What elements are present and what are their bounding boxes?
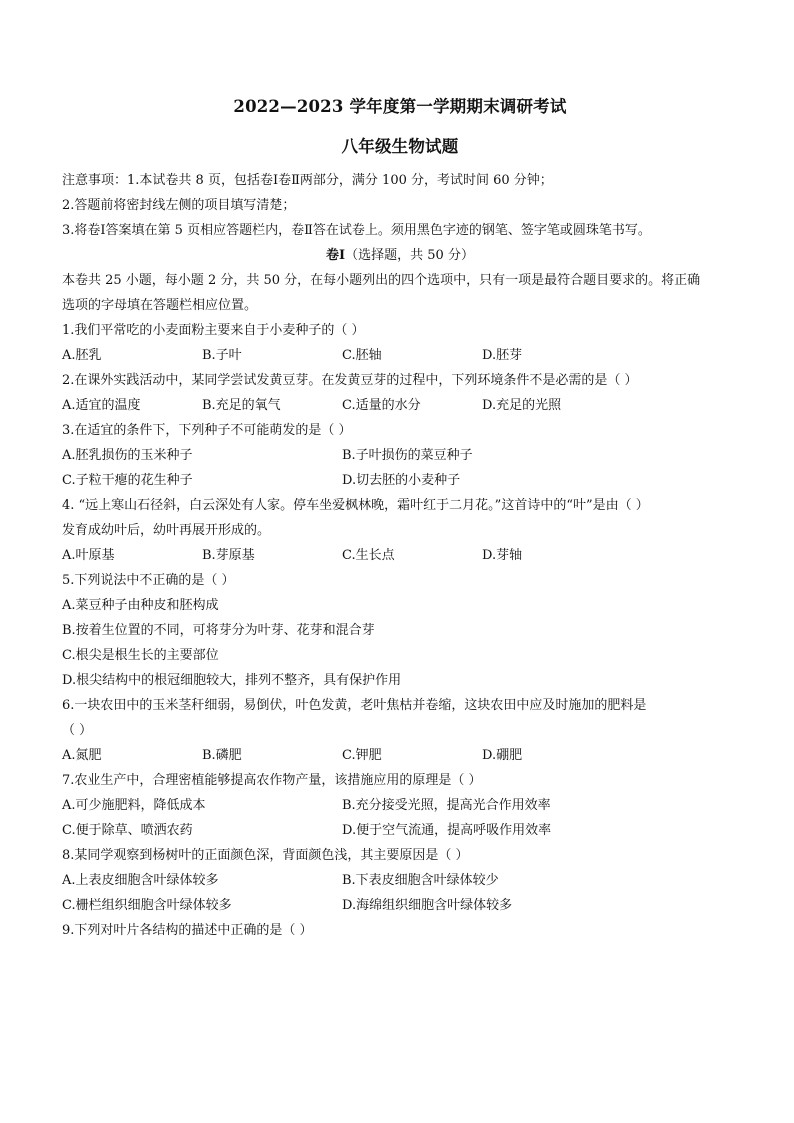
exam-subtitle: 八年级生物试题 [341, 137, 459, 156]
option-d: D.海绵组织细胞含叶绿体较多 [342, 898, 513, 913]
question-3 [62, 418, 738, 493]
question-options [62, 868, 738, 893]
question-4 [62, 493, 738, 568]
section-name: 卷Ⅰ [326, 248, 346, 263]
note-line: 2.答题前将密封线左侧的项目填写清楚； [62, 198, 296, 213]
option-a: A.可少施肥料，降低成本 [62, 798, 206, 813]
question-options [62, 743, 738, 768]
question-options [62, 468, 738, 493]
option-d: D.便于空气流通，提高呼吸作用效率 [342, 823, 552, 838]
option-a: A.胚乳 [62, 348, 102, 363]
notes-block [62, 168, 738, 243]
question-2 [62, 368, 738, 418]
question-options [62, 443, 738, 468]
option-d: D.切去胚的小麦种子 [342, 473, 461, 488]
option-b: B.充足的氧气 [202, 398, 281, 413]
question-1 [62, 318, 738, 368]
section-detail: （选择题，共 50 分） [345, 248, 474, 263]
question-options [62, 343, 738, 368]
question-stem: 9.下列对叶片各结构的描述中正确的是（ ） [62, 923, 313, 938]
question-9 [62, 918, 738, 943]
option-b: B.按着生位置的不同，可将芽分为叶芽、花芽和混合芽 [62, 623, 375, 638]
option-a: A.氮肥 [62, 748, 102, 763]
option-a: A.上表皮细胞含叶绿体较多 [62, 873, 219, 888]
note-line: 3.将卷Ⅰ答案填在第 5 页相应答题栏内，卷Ⅱ答在试卷上。须用黑色字迹的钢笔、签字笔或圆珠笔书写。 [62, 223, 651, 238]
option-d: D.芽轴 [482, 548, 523, 563]
option-c: C.胚轴 [342, 348, 382, 363]
question-8 [62, 843, 738, 918]
option-c: C.适量的水分 [342, 398, 421, 413]
question-options [62, 393, 738, 418]
option-b: B.充分接受光照，提高光合作用效率 [342, 798, 551, 813]
question-stem: 8.某同学观察到杨树叶的正面颜色深，背面颜色浅，其主要原因是（ ） [62, 848, 469, 863]
question-stem-continued: （ ） [62, 723, 93, 738]
note-line: 注意事项：1.本试卷共 8 页，包括卷Ⅰ卷Ⅱ两部分，满分 100 分，考试时间 60 分钟； [62, 173, 553, 188]
question-6 [62, 693, 738, 768]
option-a: A.叶原基 [62, 548, 115, 563]
option-b: B.芽原基 [202, 548, 255, 563]
option-b: B.子叶 [202, 348, 242, 363]
section-intro: 选项的字母填在答题栏相应位置。 [62, 298, 258, 313]
question-stem: 2.在课外实践活动中，某同学尝试发黄豆芽。在发黄豆芽的过程中，下列环境条件不是必需的是（ ） [62, 373, 638, 388]
exam-title: 2022—2023 学年度第一学期期末调研考试 [233, 97, 567, 116]
option-c: C.生长点 [342, 548, 395, 563]
question-options [62, 893, 738, 918]
option-d: D.根尖结构中的根冠细胞较大，排列不整齐，具有保护作用 [62, 673, 402, 688]
option-b: B.下表皮细胞含叶绿体较少 [342, 873, 499, 888]
question-stem: 4. “远上寒山石径斜，白云深处有人家。停车坐爱枫林晚，霜叶红于二月花。”这首诗中的“叶”是由（ ） [62, 498, 649, 513]
option-c: C.根尖是根生长的主要部位 [62, 648, 219, 663]
option-d: D.硼肥 [482, 748, 523, 763]
option-b: B.子叶损伤的菜豆种子 [342, 448, 473, 463]
option-a: A.菜豆种子由种皮和胚构成 [62, 598, 219, 613]
question-7 [62, 768, 738, 843]
question-options [62, 543, 738, 568]
option-c: C.子粒干瘪的花生种子 [62, 473, 193, 488]
question-stem: 7.农业生产中，合理密植能够提高农作物产量，该措施应用的原理是（ ） [62, 773, 482, 788]
question-stem: 6.一块农田中的玉米茎秆细弱，易倒伏，叶色发黄，老叶焦枯并卷缩，这块农田中应及时施加的肥料是 [62, 698, 647, 713]
question-stem: 5.下列说法中不正确的是（ ） [62, 573, 235, 588]
option-d: D.胚芽 [482, 348, 523, 363]
option-c: C.便于除草、喷洒农药 [62, 823, 193, 838]
question-stem-continued: 发育成幼叶后，幼叶再展开形成的。 [62, 523, 271, 538]
question-5 [62, 568, 738, 693]
option-a: A.适宜的温度 [62, 398, 141, 413]
section-intro: 本卷共 25 小题，每小题 2 分，共 50 分，在每小题列出的四个选项中，只有一项是最符合题目要求的。将正确 [62, 273, 701, 288]
option-c: C.栅栏组织细胞含叶绿体较多 [62, 898, 232, 913]
option-a: A.胚乳损伤的玉米种子 [62, 448, 193, 463]
option-c: C.钾肥 [342, 748, 382, 763]
option-b: B.磷肥 [202, 748, 242, 763]
section-heading [62, 243, 738, 268]
question-options [62, 793, 738, 818]
exam-page [62, 96, 738, 943]
question-stem: 3.在适宜的条件下，下列种子不可能萌发的是（ ） [62, 423, 352, 438]
option-d: D.充足的光照 [482, 398, 562, 413]
question-stem: 1.我们平常吃的小麦面粉主要来自于小麦种子的（ ） [62, 323, 365, 338]
question-options [62, 818, 738, 843]
